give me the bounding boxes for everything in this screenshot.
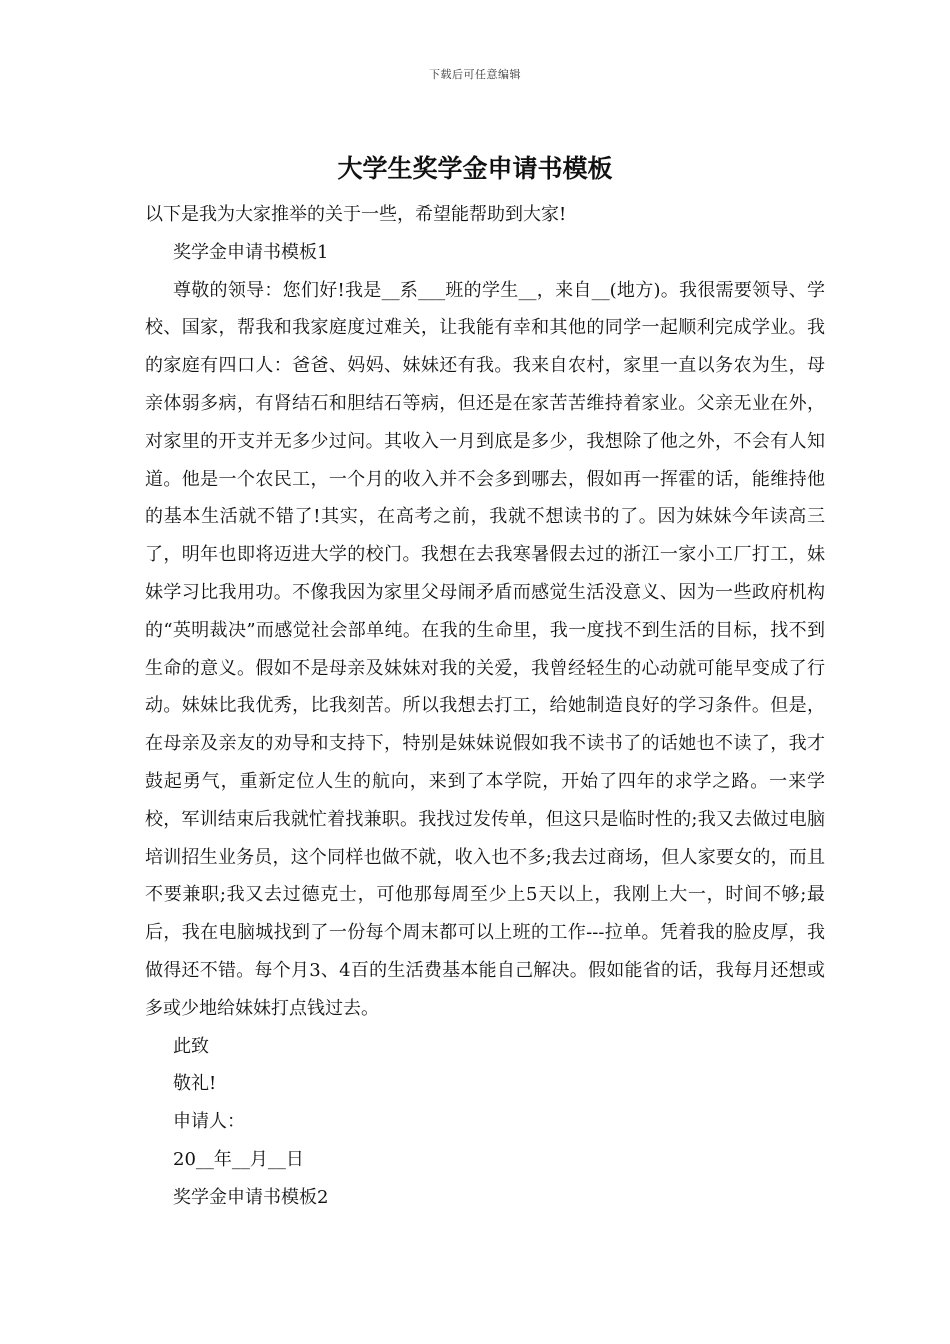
header-note: 下载后可任意编辑: [429, 68, 521, 81]
template1-heading: 奖学金申请书模板1: [173, 241, 329, 263]
template2-heading: 奖学金申请书模板2: [173, 1186, 329, 1208]
salute-text: 敬礼!: [173, 1073, 217, 1095]
intro-paragraph: 以下是我为大家推举的关于一些，希望能帮助到大家!: [145, 204, 567, 225]
page-title: 大学生奖学金申请书模板: [337, 154, 613, 183]
date-line: 20__年__月__日: [173, 1148, 304, 1170]
applicant-label: 申请人：: [173, 1111, 245, 1133]
closing-text: 此致: [173, 1035, 209, 1057]
document-body: [145, 196, 825, 1217]
template1-body: 尊敬的领导：您们好!我是__系___班的学生__，来自__(地方)。我很需要领导、学校、国家，帮我和我家庭度过难关，让我能有幸和其他的同学一起顺利完成学业。我的家庭有四口人：爸爸、妈妈、妹妹还有我。我来自农村，家里一直以务农为生，母亲体弱多病，有肾结石和胆结石等病，但还是在家苦苦维持着家业。父亲无业在外，对家里的开支并无多少过问。其收入一月到底是多少，我想除了他之外，不会有人知道。他是一个农民工，一个月的收入并不会多到哪去，假如再一挥霍的话，能维持他的基本生活就不错了!其实，在高考之前，我就不想读书的了。因为妹妹今年读高三了，明年也即将迈进大学的校门。我想在去我寒暑假去过的浙江一家小工厂打工，妹妹学习比我用功。不像我因为家里父母闹矛盾而感觉生活没意义、因为一些政府机构的“英明裁决”而感觉社会部单纯。在我的生命里，我一度找不到生活的目标，找不到生命的意义。假如不是母亲及妹妹对我的关爱，我曾经轻生的心动就可能早变成了行动。妹妹比我优秀，比我刻苦。所以我想去打工，给她制造良好的学习条件。但是，在母亲及亲友的劝导和支持下，特别是妹妹说假如我不读书了的话她也不读了，我才鼓起勇气，重新定位人生的航向，来到了本学院，开始了四年的求学之路。一来学校，军训结束后我就忙着找兼职。我找过发传单，但这只是临时性的;我又去做过电脑培训招生业务员，这个同样也做不就，收入也不多;我去过商场，但人家要女的，而且不要兼职;我又去过德克士，可他那每周至少上5天以上，我刚上大一，时间不够;最后，我在电脑城找到了一份每个周末都可以上班的工作---拉单。凭着我的脸皮厚，我做得还不错。每个月3、4百的生活费基本能自己解决。假如能省的话，我每月还想或多或少地给妹妹打点钱过去。: [145, 279, 825, 1019]
